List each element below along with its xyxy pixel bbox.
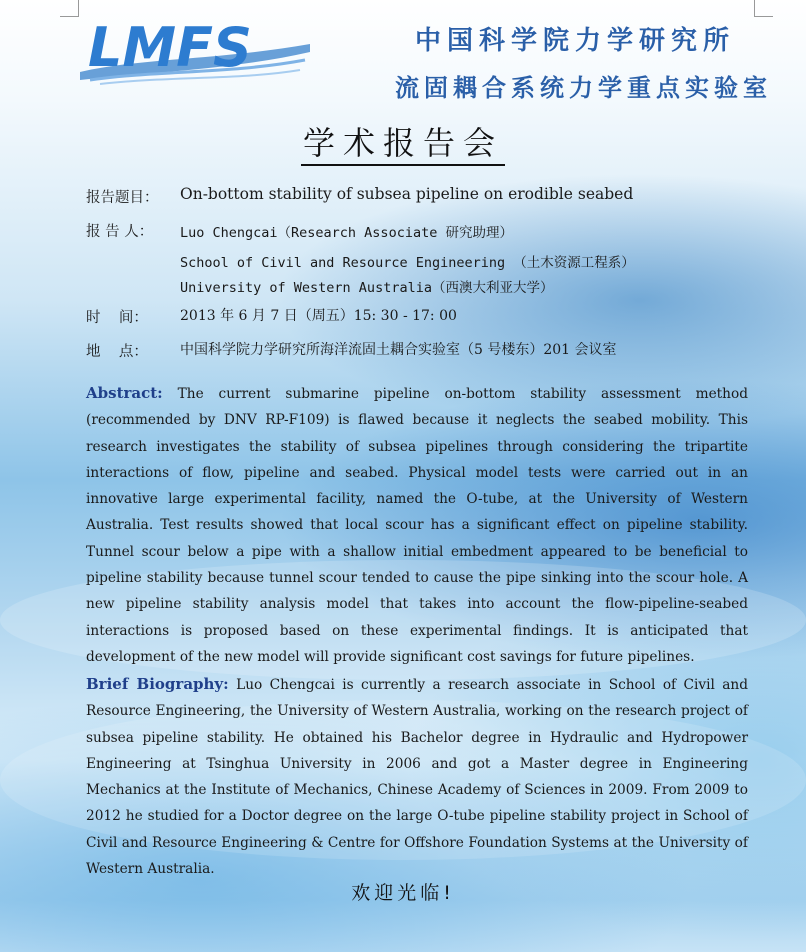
page-title: 学术报告会 <box>0 118 806 164</box>
topic-label: 报告题目： <box>86 190 159 206</box>
place-value: 中国科学院力学研究所海洋流固土耦合实验室（5 号楼东）201 会议室 <box>180 342 617 358</box>
crop-mark <box>60 0 79 17</box>
abstract-text: The current submarine pipeline on-bottom stability assessment method (recommended by DNV RP-F109) is flawed because it neglects the seabed mobility. This research investigates the stability of subsea pipelines through considering the tripartite interactions of flow, pipeline and seabed. Physical model tests were carried out in an innovative large experimental facility, named the O-tube, at the University of Western Australia. Test results showed that local scour has a significant effect on pipeline stability. Tunnel scour below a pipe with a shallow initial embedment appeared to be beneficial to pipeline stability because tunnel scour tended to cause the pipe sinking into the scour hole. A new pipeline stability analysis model that takes into account the flow-pipeline-seabed interactions is proposed based on these experimental findings. It is anticipated that development of the new model will provide significant cost savings for future pipelines. <box>86 386 748 665</box>
logo-text: LMFS <box>88 16 252 79</box>
speaker-value: Luo Chengcai（Research Associate 研究助理） <box>180 225 513 241</box>
biography-heading: Brief Biography: <box>86 675 229 693</box>
lmfs-logo <box>80 14 310 86</box>
abstract-section <box>86 380 748 670</box>
speaker-label: 报 告 人： <box>86 224 154 240</box>
abstract-heading: Abstract: <box>86 384 163 402</box>
time-value: 2013 年 6 月 7 日（周五）15: 30 - 17: 00 <box>180 308 457 324</box>
topic-value: On-bottom stability of subsea pipeline on erodible seabed <box>180 185 634 203</box>
biography-text: Luo Chengcai is currently a research associate in School of Civil and Resource Engineering, the University of Western Australia, working on the research project of subsea pipeline stability. He obtained his Bachelor degree in Hydraulic and Hydropower Engineering at Tsinghua University in 2006 and got a Master degree in Engineering Mechanics at the Institute of Mechanics, Chinese Academy of Sciences in 2009. From 2009 to 2012 he studied for a Doctor degree on the large O-tube pipeline stability project in School of Civil and Resource Engineering & Centre for Offshore Foundation Systems at the University of Western Australia. <box>86 677 749 878</box>
crop-mark <box>754 0 773 17</box>
welcome-text: 欢迎光临! <box>351 882 455 904</box>
affiliation-department: School of Civil and Resource Engineering （土木资源工程系） <box>180 255 635 271</box>
institute-name: 中国科学院力学研究所 <box>414 26 735 56</box>
place-label: 地 点： <box>86 344 148 360</box>
time-label: 时 间： <box>86 310 148 326</box>
laboratory-name: 流固耦合系统力学重点实验室 <box>395 74 772 102</box>
affiliation-university: University of Western Australia（西澳大利亚大学） <box>180 280 554 296</box>
biography-section <box>86 671 748 882</box>
